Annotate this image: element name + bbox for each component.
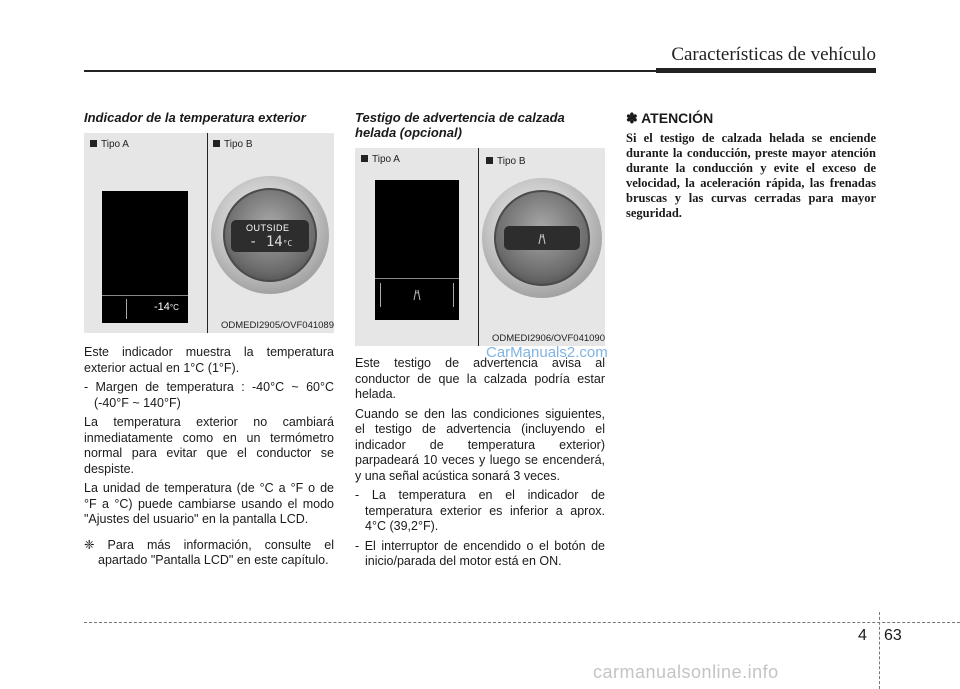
square-bullet-icon [361, 155, 368, 162]
figure-label-tipo-b: Tipo B [213, 139, 253, 150]
figure-caption: ODMEDI2905/OVF041089 [220, 320, 334, 331]
section-title-outside-temp: Indicador de la temperatura exterior [84, 110, 306, 125]
figure-divider [207, 133, 208, 333]
section-title-ice-warning: Testigo de advertencia de calzada helada (opcional) [355, 110, 565, 140]
page-chapter: 4 [858, 627, 867, 644]
list-item: - La temperatura en el indicador de temperatura exterior es inferior a aprox. 4°C (39,2°F). [355, 488, 605, 533]
lcd-temperature: -14°C [154, 301, 179, 313]
svg-text:*: * [540, 236, 544, 242]
lcd-screen [375, 180, 459, 320]
lcd-tick [126, 299, 127, 319]
note [84, 538, 334, 569]
square-bullet-icon [213, 140, 220, 147]
note-symbol-icon: ❈ [84, 537, 95, 552]
lcd-screen [102, 191, 188, 323]
ice-warning-gauge [482, 178, 602, 298]
figure-label-tipo-a: Tipo A [361, 154, 400, 165]
attention-symbol-icon: ✽ [626, 110, 638, 126]
gauge-outside-label: OUTSIDE [246, 223, 290, 233]
footer-watermark-link[interactable]: carmanualsonline.info [593, 662, 779, 682]
gauge-face [223, 188, 317, 282]
attention-title: ✽ ATENCIÓN [626, 110, 714, 126]
gauge-face [494, 190, 590, 286]
paragraph: La temperatura exterior no cambiará inmediatamente como en un termómetro normal para evitar que el conductor se despiste. [84, 415, 334, 476]
attention-body: Si el testigo de calzada helada se enciende durante la conducción, preste mayor atención durante la conducción y evite el exceso de velocidad, la aceleración rápida, las frenadas bruscas y las curvas cerradas para mayor seguridad. [626, 131, 876, 220]
paragraph: Este indicador muestra la temperatura exterior actual en 1°C (1°F). [84, 345, 334, 375]
paragraph: Este testigo de advertencia avisa al conductor de que la calzada podría estar helada. [355, 356, 605, 401]
list-item: - El interruptor de encendido o el botón de inicio/parada del motor está en ON. [355, 538, 605, 568]
column-2 [355, 110, 605, 574]
figure-outside-temp [84, 133, 334, 333]
svg-text:*: * [415, 292, 419, 298]
gauge-temperature: - 14°C [249, 234, 293, 250]
road-ice-warning-icon [409, 286, 425, 302]
header-rule-accent [656, 68, 876, 73]
lcd-separator [102, 295, 188, 296]
figure-divider [478, 148, 479, 346]
figure-label-tipo-a: Tipo A [90, 139, 129, 150]
gauge-lcd [231, 220, 309, 252]
square-bullet-icon [90, 140, 97, 147]
header-title: Características de vehículo [671, 44, 876, 65]
footer-divider [879, 612, 880, 689]
footer-rule [84, 622, 960, 623]
paragraph: La unidad de temperatura (de °C a °F o de °F a °C) puede cambiarse usando el modo "Ajustes del usuario" en la pantalla LCD. [84, 481, 334, 526]
outside-temp-gauge [211, 176, 329, 294]
column-3 [626, 110, 876, 221]
lcd-separator [375, 278, 459, 279]
column-1 [84, 110, 334, 569]
figure-caption: ODMEDI2906/OVF041090 [491, 333, 605, 344]
road-ice-warning-icon [534, 230, 550, 246]
page-number: 63 [884, 627, 902, 644]
lcd-tick [453, 283, 454, 307]
lcd-tick [380, 283, 381, 307]
gauge-lcd [504, 226, 580, 250]
paragraph: Cuando se den las condiciones siguientes, el testigo de advertencia (incluyendo el indicador de temperatura exterior) parpadeará 10 veces y luego se encenderá, y una señal acústica sonará 3 veces. [355, 406, 605, 483]
list-item: - Margen de temperatura : -40°C ~ 60°C (-40°F ~ 140°F) [84, 380, 334, 410]
note-text: Para más información, consulte el apartado "Pantalla LCD" en este capítulo. [98, 537, 334, 567]
figure-label-tipo-b: Tipo B [486, 156, 526, 167]
square-bullet-icon [486, 157, 493, 164]
watermark-link[interactable]: CarManuals2.com [486, 344, 608, 361]
figure-ice-warning [355, 148, 605, 346]
